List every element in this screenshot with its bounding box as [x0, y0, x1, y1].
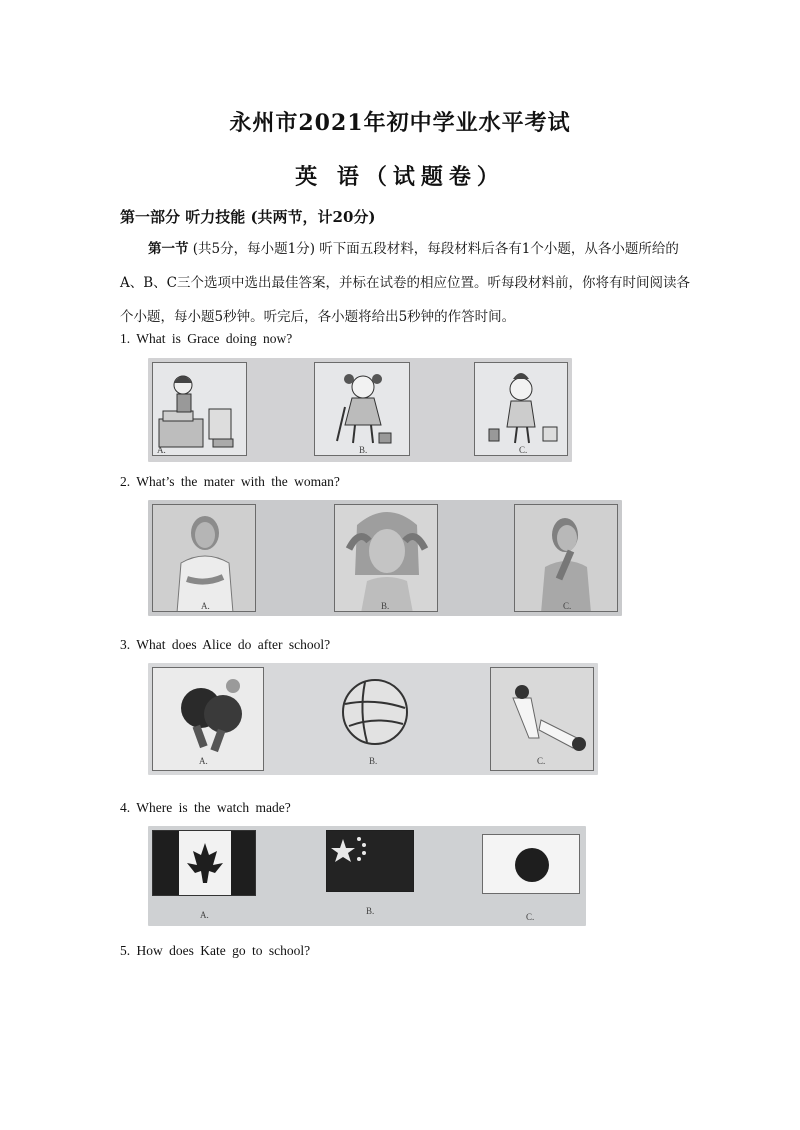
girl-sweeping-illustration	[315, 363, 410, 456]
exam-title: 永州市2021年初中学业水平考试	[229, 110, 571, 136]
ping-pong-paddles-icon	[153, 668, 264, 771]
q3-option-a-label: A.	[199, 756, 208, 766]
girl-drinking-illustration	[475, 363, 568, 456]
q2-option-b-picture	[334, 504, 438, 612]
q2-option-a-picture	[152, 504, 256, 612]
question-3: 3. What does Alice do after school?	[120, 637, 331, 652]
q1-option-a-picture	[152, 362, 247, 456]
q1-option-c-label: C.	[519, 445, 528, 455]
q2-option-c-picture	[514, 504, 618, 612]
question-4-pictures	[148, 826, 586, 926]
instructions-text: (共5分，每小题1分) 听下面五段材料，每段材料后各有1个小题，从各小题所给的A、B、C三个选项中选出最佳答案，并标在试卷的相应位置。听每段材料前，你将有时间阅读各个小题，每小题5秒钟。听完后，各小题将给出5秒钟的作答时间。	[120, 241, 690, 325]
woman-headache-photo	[335, 505, 438, 612]
part1-instructions	[120, 232, 692, 334]
q1-option-a-label: A.	[157, 445, 166, 455]
section-label: 第一节	[148, 241, 189, 257]
q1-option-b-picture	[314, 362, 410, 456]
exam-subtitle: 英 语（试题卷）	[295, 164, 505, 190]
canada-flag-icon	[153, 831, 256, 896]
question-3-pictures	[148, 663, 598, 775]
q4-option-a-label: A.	[200, 910, 209, 920]
q4-option-c-picture	[482, 834, 580, 894]
part1-heading: 第一部分 听力技能 (共两节，计20分)	[120, 208, 376, 226]
q2-option-c-label: C.	[563, 601, 572, 611]
question-2: 2. What’s the mater with the woman?	[120, 474, 340, 489]
china-flag-icon	[327, 831, 414, 892]
q3-option-b-picture	[322, 667, 426, 771]
question-1: 1. What is Grace doing now?	[120, 331, 293, 346]
question-5: 5. How does Kate go to school?	[120, 943, 311, 958]
woman-stomachache-photo	[153, 505, 256, 612]
q3-option-b-label: B.	[369, 756, 378, 766]
q4-option-b-picture	[326, 830, 414, 892]
question-4: 4. Where is the watch made?	[120, 800, 291, 815]
question-2-pictures	[148, 500, 622, 616]
q3-option-a-picture	[152, 667, 264, 771]
q3-option-c-picture	[490, 667, 594, 771]
q2-option-b-label: B.	[381, 601, 390, 611]
question-1-pictures	[148, 358, 572, 462]
q2-option-a-label: A.	[201, 601, 210, 611]
japan-flag-icon	[483, 835, 580, 894]
q1-option-c-picture	[474, 362, 568, 456]
q4-option-b-label: B.	[366, 906, 375, 916]
q1-option-b-label: B.	[359, 445, 368, 455]
q4-option-a-picture	[152, 830, 256, 896]
q3-option-c-label: C.	[537, 756, 546, 766]
girl-cleaning-room-illustration	[153, 363, 247, 456]
woman-cough-photo	[515, 505, 618, 612]
q4-option-c-label: C.	[526, 912, 535, 922]
